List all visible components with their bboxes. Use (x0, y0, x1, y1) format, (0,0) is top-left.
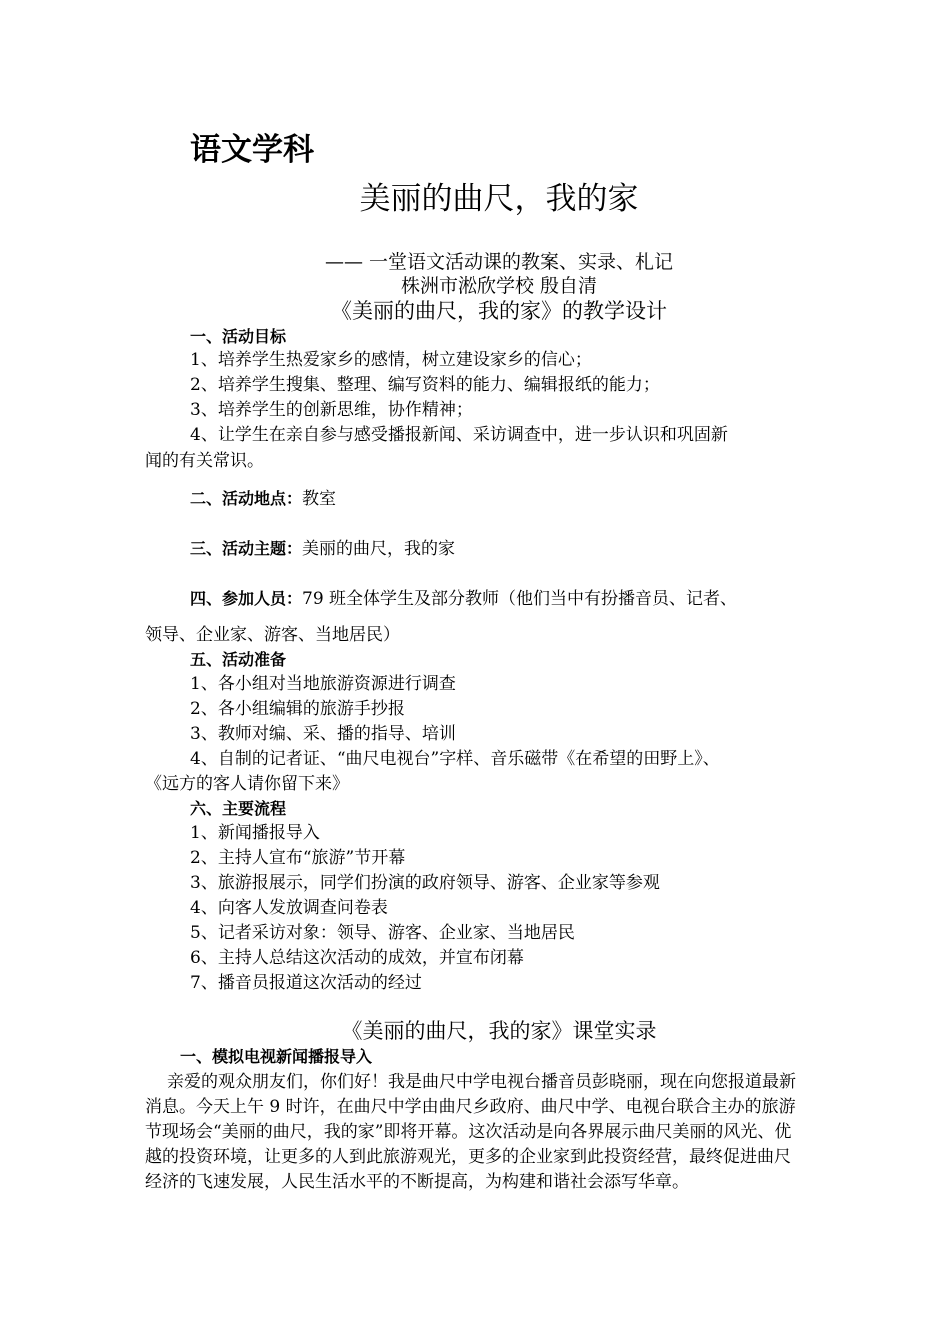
prep-item: 2、各小组编辑的旅游手抄报 (190, 699, 405, 719)
prep-item: 3、教师对编、采、播的指导、培训 (190, 724, 456, 744)
flow-item: 3、旅游报展示，同学们扮演的政府领导、游客、企业家等参观 (190, 873, 660, 893)
theme-line (190, 538, 455, 560)
record-section-heading: 一、模拟电视新闻播报导入 (180, 1047, 373, 1066)
record-paragraph: 亲爱的观众朋友们，你们好！我是曲尺中学电视台播音员彭晓丽，现在向您报道最新消息。今天上午 9 时许，在曲尺中学由曲尺乡政府、曲尺中学、电视台联合主办的旅游节现场会“美丽的曲尺，我的家”即将开幕。这次活动是向各界展示曲尺美丽的风光、优越的投资环境，让更多的人到此旅游观光，更多的企业家到此投资经营，最终促进曲尺经济的飞速发展，人民生活水平的不断提高，为构建和谐社会添写华章。 (145, 1072, 796, 1192)
author-line: 株洲市淞欣学校 殷自清 (400, 275, 598, 297)
flow-item: 7、播音员报道这次活动的经过 (190, 973, 422, 993)
record-title: 《美丽的曲尺，我的家》课堂实录 (341, 1019, 657, 1043)
people-continuation: 领导、企业家、游客、当地居民） (145, 625, 400, 645)
subject-heading: 语文学科 (190, 132, 314, 168)
design-title: 《美丽的曲尺，我的家》的教学设计 (331, 299, 667, 323)
page-title: 美丽的曲尺，我的家 (359, 181, 639, 217)
people-line (190, 588, 737, 610)
flow-heading: 六、主要流程 (190, 799, 287, 818)
prep-item: 1、各小组对当地旅游资源进行调查 (190, 674, 456, 694)
prep-item-continuation: 《远方的客人请你留下来》 (145, 774, 349, 794)
theme-label: 三、活动主题： (190, 539, 303, 558)
people-label: 四、参加人员： (190, 589, 303, 608)
place-line (190, 488, 336, 510)
place-label: 二、活动地点： (190, 489, 303, 508)
people-value: 79 班全体学生及部分教师（他们当中有扮播音员、记者、 (302, 589, 738, 609)
flow-item: 2、主持人宣布“旅游”节开幕 (190, 848, 406, 868)
goal-item: 3、培养学生的创新思维，协作精神； (190, 400, 473, 420)
goal-item: 1、培养学生热爱家乡的感情，树立建设家乡的信心； (190, 350, 592, 370)
place-value: 教室 (302, 489, 337, 509)
prep-item: 4、自制的记者证、“曲尺电视台”字样、音乐磁带《在希望的田野上》、 (190, 749, 720, 769)
goal-item: 4、让学生在亲自参与感受播报新闻、采访调查中，进一步认识和巩固新 (190, 425, 728, 445)
flow-item: 1、新闻播报导入 (190, 823, 320, 843)
flow-item: 5、记者采访对象：领导、游客、企业家、当地居民 (190, 923, 575, 943)
prep-heading: 五、活动准备 (190, 650, 287, 669)
goal-item: 2、培养学生搜集、整理、编写资料的能力、编辑报纸的能力； (190, 375, 660, 395)
subtitle: —— 一堂语文活动课的教案、实录、札记 (324, 251, 674, 273)
goals-heading: 一、活动目标 (190, 327, 287, 346)
goal-item-continuation: 闻的有关常识。 (145, 451, 264, 471)
flow-item: 4、向客人发放调查问卷表 (190, 898, 388, 918)
theme-value: 美丽的曲尺，我的家 (302, 539, 456, 559)
flow-item: 6、主持人总结这次活动的成效，并宣布闭幕 (190, 948, 524, 968)
